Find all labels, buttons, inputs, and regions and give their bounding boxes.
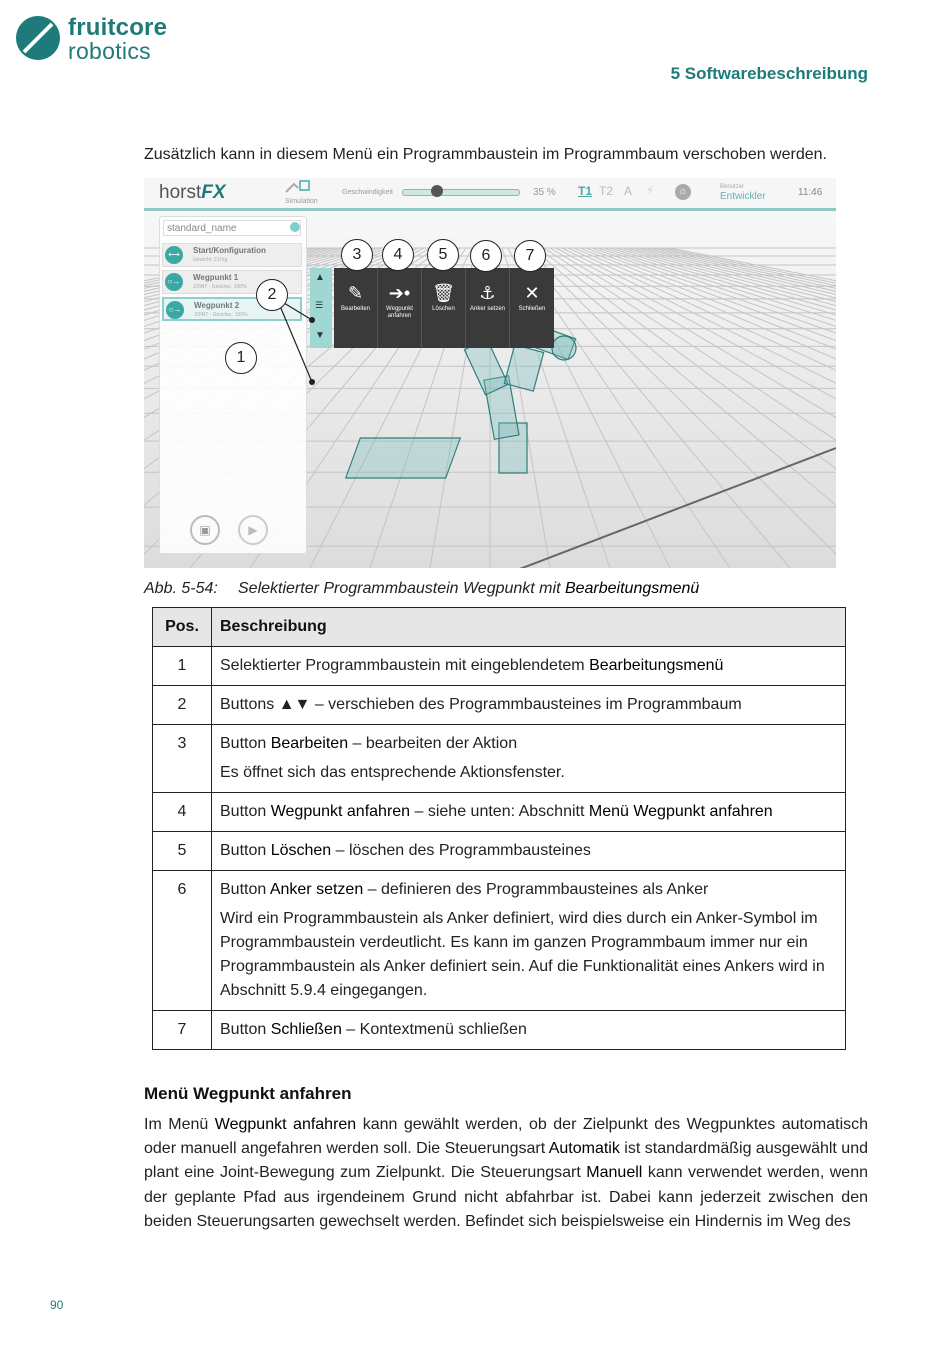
page-number: 90 <box>50 1298 64 1312</box>
tree-node-title: Start/Konfiguration <box>193 246 266 255</box>
tree-node-subtitle: JOINT · Geschw.: 100% <box>193 284 247 290</box>
callout-3: 3 <box>341 239 373 271</box>
table-row <box>153 1011 846 1050</box>
pencil-icon: ✎ <box>347 283 364 303</box>
row-pos: 3 <box>153 725 212 793</box>
waypoint-node-icon: ○→ <box>166 301 184 319</box>
play-icon[interactable]: ▶ <box>238 515 268 545</box>
figure-label: Abb. 5-54: <box>144 580 218 597</box>
table-row <box>153 832 846 871</box>
anchor-icon: ⚓ <box>479 283 496 303</box>
save-icon[interactable]: ▣ <box>190 515 220 545</box>
tree-node-title: Wegpunkt 2 <box>194 301 240 310</box>
table-row <box>153 725 846 793</box>
start-node-icon: ⟷ <box>165 246 183 264</box>
figure-caption-text: Selektierter Programmbaustein Wegpunkt mit <box>238 580 565 597</box>
row-description: Button Schließen – Kontextmenü schließen <box>212 1011 846 1050</box>
row-description: Button Anker setzen – definieren des Programmbausteines als Anker Wird ein Programmbaustein als Anker definiert, wird dies durch ein Anker-Symbol im Programmbaustein verdeutlicht. Es kann im ganzen Programmbaum immer nur ein Programmbaustein als Anker definiert sein. Auf die Funktionalität eines Ankers wird in Abschnitt 5.9.4 eingegangen. <box>212 871 846 1011</box>
row-pos: 5 <box>153 832 212 871</box>
simulation-label: Simulation <box>285 198 318 205</box>
figure-caption <box>144 580 699 598</box>
callout-7: 7 <box>514 240 546 272</box>
set-anchor-label: Anker setzen <box>469 306 506 312</box>
table-row <box>153 793 846 832</box>
header-pos: Pos. <box>153 608 212 647</box>
tree-node-subtitle: JOINT · Geschw.: 100% <box>194 312 248 318</box>
clock-time: 11:46 <box>798 187 823 198</box>
logo-text-robotics: robotics <box>68 38 151 64</box>
move-down-icon[interactable]: ▼ <box>315 330 325 341</box>
header-description: Beschreibung <box>212 608 846 647</box>
tree-node-title: Wegpunkt 1 <box>193 273 239 282</box>
home-icon[interactable]: ⌂ <box>675 184 691 200</box>
row-description: Button Löschen – löschen des Programmbausteines <box>212 832 846 871</box>
row-pos: 4 <box>153 793 212 832</box>
table-row <box>153 647 846 686</box>
figure-caption-emph: Bearbeitungsmenü <box>564 580 700 597</box>
arrow-point-icon: ➔• <box>388 283 411 303</box>
table-header-row <box>153 608 846 647</box>
user-value[interactable]: Entwickler <box>720 191 766 202</box>
approach-waypoint-label: Wegpunkt anfahren <box>386 306 413 319</box>
row-pos: 2 <box>153 686 212 725</box>
callout-1: 1 <box>225 342 257 374</box>
program-name-field[interactable]: standard_name <box>163 220 301 236</box>
row-description: Button Wegpunkt anfahren – siehe unten: Abschnitt Menü Wegpunkt anfahren <box>212 793 846 832</box>
mode-t1-button[interactable]: T1 <box>578 184 593 198</box>
table-row <box>153 871 846 1011</box>
speed-label: Geschwindigkeit <box>342 189 393 196</box>
trash-icon: 🗑 <box>432 283 455 303</box>
mode-a-button[interactable]: A <box>624 184 633 198</box>
section-paragraph: Im Menü Wegpunkt anfahren kann gewählt werden, ob der Zielpunkt des Wegpunktes automatisch oder manuell angefahren werden soll. Die Steuerungsart Automatik ist standardmäßig ausgewählt und plant eine Joint-Bewegung zum Zielpunkt. Die Steuerungsart Manuell kann verwendet werden, wenn der geplante Pfad aus irgendeinem Grund nicht abfahrbar ist. Dabei kann jederzeit zwischen den beiden Steuerungsarten gewechselt werden. Befindet sich beispielsweise ein Hindernis im Weg des <box>144 1116 869 1230</box>
row-description: Buttons ▲▼ – verschieben des Programmbausteines im Programmbaum <box>212 686 846 725</box>
chapter-heading: 5 Softwarebeschreibung <box>670 64 868 83</box>
callout-6: 6 <box>470 240 502 272</box>
logo-text-fruitcore: fruitcore <box>68 14 168 41</box>
intro-text: Zusätzlich kann in diesem Menü ein Programmbaustein im Programmbaum verschoben werden. <box>144 146 827 163</box>
row-pos: 7 <box>153 1011 212 1050</box>
fruitcore-logo-icon <box>14 14 62 62</box>
row-pos: 1 <box>153 647 212 686</box>
edit-button-label: Bearbeiten <box>340 306 371 312</box>
close-icon: ✕ <box>524 283 540 303</box>
user-label: Benutzer <box>720 184 745 190</box>
move-up-icon[interactable]: ▲ <box>315 272 325 283</box>
callout-lines <box>144 178 836 568</box>
close-button-label: Schließen <box>518 306 546 312</box>
section-heading: Menü Wegpunkt anfahren <box>144 1084 352 1103</box>
software-screenshot <box>144 178 836 568</box>
callout-2: 2 <box>256 279 288 311</box>
app-brand: horstFX <box>159 182 226 203</box>
mode-t2-button[interactable]: T2 <box>599 184 614 198</box>
callout-5: 5 <box>427 239 459 271</box>
row-description: Button Bearbeiten – bearbeiten der Aktion Es öffnet sich das entsprechende Aktionsfenster. <box>212 725 846 793</box>
speed-value: 35 % <box>533 187 556 198</box>
power-bolt-icon[interactable]: ⚡ <box>646 185 654 197</box>
row-pos: 6 <box>153 871 212 1011</box>
position-table <box>152 607 846 1050</box>
tree-node-subtitle: Gewicht: 2.0 kg <box>193 257 228 263</box>
row-description: Selektierter Programmbaustein mit eingeblendetem Bearbeitungsmenü <box>212 647 846 686</box>
callout-4: 4 <box>382 239 414 271</box>
drag-handle-icon[interactable]: ☰ <box>315 300 324 310</box>
delete-button-label: Löschen <box>432 306 455 312</box>
waypoint-node-icon: ○→ <box>165 273 183 291</box>
table-row <box>153 686 846 725</box>
